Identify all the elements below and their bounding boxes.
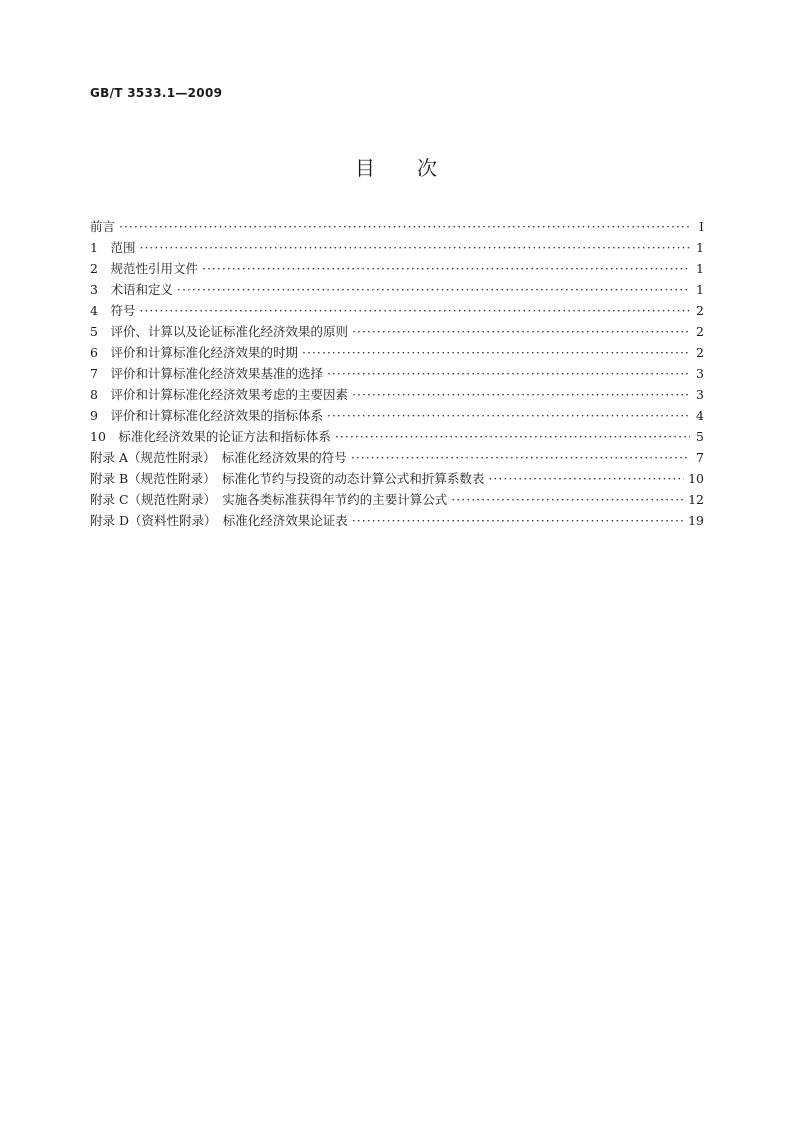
standard-number: GB/T 3533.1—2009 (90, 86, 223, 100)
toc-entry[interactable] (90, 322, 704, 343)
dot-leader (327, 408, 690, 423)
toc-entry[interactable] (90, 511, 704, 532)
toc-label: 4 符号 (90, 303, 136, 318)
toc-page: 4 (696, 408, 704, 423)
toc-label: 3 术语和定义 (90, 282, 173, 297)
toc-page: 3 (696, 366, 704, 381)
toc-entry[interactable] (90, 343, 704, 364)
toc-label: 附录 D（资料性附录） 标准化经济效果论证表 (90, 513, 348, 528)
toc-entry[interactable] (90, 385, 704, 406)
toc-entry[interactable] (90, 469, 704, 490)
toc-page: 2 (696, 303, 704, 318)
toc-label: 10 标准化经济效果的论证方法和指标体系 (90, 429, 331, 444)
toc-entry[interactable] (90, 490, 704, 511)
toc-page: 7 (696, 450, 704, 465)
dot-leader (302, 345, 690, 360)
dot-leader (202, 261, 690, 276)
toc-entry[interactable] (90, 364, 704, 385)
page-title (0, 152, 794, 181)
dot-leader (177, 282, 690, 297)
dot-leader (451, 492, 684, 507)
toc-entry[interactable] (90, 238, 704, 259)
toc-label: 1 范围 (90, 240, 136, 255)
toc-page: 1 (696, 261, 704, 276)
toc-label: 7 评价和计算标准化经济效果基准的选择 (90, 366, 323, 381)
toc-label: 9 评价和计算标准化经济效果的指标体系 (90, 408, 323, 423)
toc-page: 1 (696, 240, 704, 255)
toc-label: 附录 A（规范性附录） 标准化经济效果的符号 (90, 450, 347, 465)
toc-label: 附录 C（规范性附录） 实施各类标准获得年节约的主要计算公式 (90, 492, 448, 507)
dot-leader (139, 240, 690, 255)
toc-label: 2 规范性引用文件 (90, 261, 198, 276)
toc-entry[interactable] (90, 217, 704, 238)
toc-page: 2 (696, 345, 704, 360)
toc-page: Ⅰ (699, 219, 704, 234)
toc-entry[interactable] (90, 448, 704, 469)
title-char-2: 次 (417, 156, 439, 180)
toc-entry[interactable] (90, 259, 704, 280)
dot-leader (327, 366, 690, 381)
table-of-contents (90, 217, 704, 532)
dot-leader (351, 450, 690, 465)
toc-entry[interactable] (90, 301, 704, 322)
toc-page: 12 (688, 492, 704, 507)
toc-page: 2 (696, 324, 704, 339)
toc-label: 5 评价、计算以及论证标准化经济效果的原则 (90, 324, 348, 339)
toc-label: 8 评价和计算标准化经济效果考虑的主要因素 (90, 387, 348, 402)
title-char-1: 目 (355, 156, 377, 180)
dot-leader (352, 513, 684, 528)
toc-label: 前言 (90, 219, 116, 234)
dot-leader (352, 324, 690, 339)
toc-entry[interactable] (90, 406, 704, 427)
toc-page: 10 (688, 471, 704, 486)
toc-page: 1 (696, 282, 704, 297)
toc-entry[interactable] (90, 427, 704, 448)
dot-leader (488, 471, 684, 486)
dot-leader (119, 219, 690, 234)
toc-page: 5 (696, 429, 704, 444)
dot-leader (335, 429, 690, 444)
toc-label: 附录 B（规范性附录） 标准化节约与投资的动态计算公式和折算系数表 (90, 471, 485, 486)
dot-leader (352, 387, 690, 402)
dot-leader (139, 303, 690, 318)
toc-entry[interactable] (90, 280, 704, 301)
toc-page: 19 (688, 513, 704, 528)
toc-label: 6 评价和计算标准化经济效果的时期 (90, 345, 298, 360)
toc-page: 3 (696, 387, 704, 402)
